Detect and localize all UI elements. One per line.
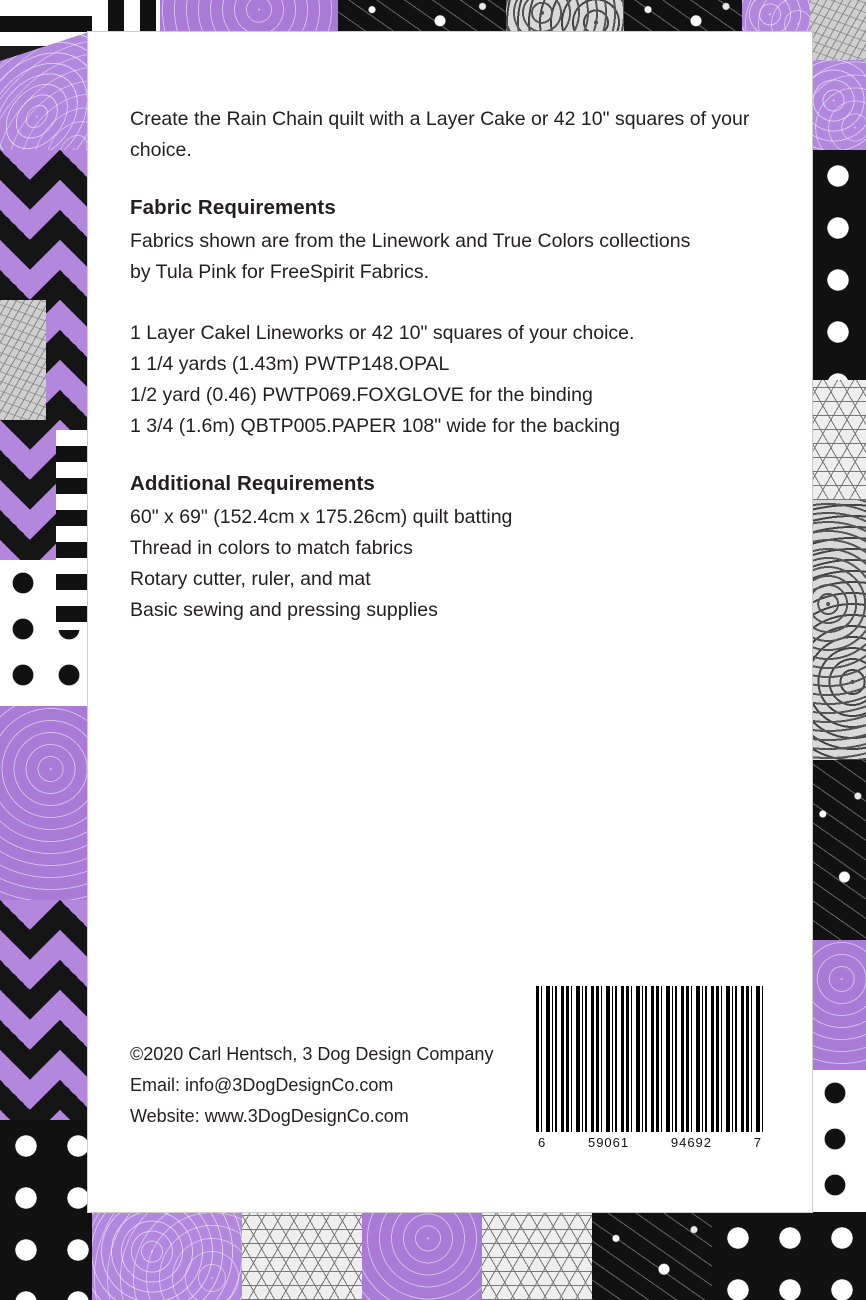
lilac-patch-bottom-a (92, 1212, 242, 1300)
additional-requirements-line-2: Thread in colors to match fabrics (130, 537, 413, 559)
copyright-line: ©2020 Carl Hentsch, 3 Dog Design Company (130, 1044, 494, 1064)
swirl-patch-top (506, 0, 626, 32)
stripe-patch-top-band (92, 0, 162, 34)
lilac-patch-top-c (742, 0, 812, 32)
fabric-requirements-line-2: by Tula Pink for FreeSpirit Fabrics. (130, 261, 430, 283)
intro-paragraph: Create the Rain Chain quilt with a Layer Cake or 42 10" squares of your choice. (130, 108, 750, 161)
barcode-image (536, 986, 764, 1132)
hex-patch-right-a (812, 380, 866, 500)
barcode-block (536, 986, 764, 1150)
barcode-digits (536, 1135, 764, 1150)
lilac-patch-bottom-b (362, 1212, 482, 1300)
lilac-patch-right-a (812, 60, 866, 150)
fabric-requirements-line-1: Fabrics shown are from the Linework and True Colors collections (130, 230, 691, 252)
dot-patch-left-b (0, 1120, 92, 1300)
website-line: Website: www.3DogDesignCo.com (130, 1106, 409, 1126)
floral-patch-right-a (812, 760, 866, 940)
section-spacer-2 (130, 442, 770, 472)
lilac-patch-top-b (160, 0, 340, 32)
hex-patch-bottom-b (482, 1212, 592, 1300)
gray-patch-left (0, 300, 46, 420)
hex-patch-bottom-a (242, 1212, 362, 1300)
stripe-patch-left (56, 430, 92, 630)
additional-requirements-line-4: Basic sewing and pressing supplies (130, 599, 438, 621)
lilac-patch-right-b (812, 940, 866, 1070)
lilac-patch-left-a (0, 706, 92, 916)
dot-patch-right-a (812, 150, 866, 380)
document-body (130, 104, 770, 626)
fabric-list-item-4: 1 3/4 (1.6m) QBTP005.PAPER 108" wide for the backing (130, 415, 620, 437)
fabric-list-item-1: 1 Layer Cakel Lineworks or 42 10" squares of your choice. (130, 322, 635, 344)
dot-patch-bottom (712, 1212, 866, 1300)
section-spacer-1 (130, 288, 770, 318)
additional-requirements-line-1: 60" x 69" (152.4cm x 175.26cm) quilt batting (130, 506, 513, 528)
barcode-group-one: 59061 (587, 1135, 630, 1150)
sawtooth-left-lower (0, 900, 92, 1150)
document-card (88, 32, 812, 1212)
additional-requirements-line-3: Rotary cutter, ruler, and mat (130, 568, 371, 590)
barcode-right-digit: 7 (753, 1135, 762, 1150)
barcode-left-digit: 6 (538, 1135, 547, 1150)
barcode-group-two: 94692 (670, 1135, 713, 1150)
swirl-patch-right (812, 500, 866, 760)
gray-patch-top-right (810, 0, 866, 60)
additional-requirements-heading: Additional Requirements (130, 472, 375, 495)
floral-patch-bottom-a (592, 1212, 712, 1300)
floral-patch-top-b (624, 0, 744, 32)
email-line: Email: info@3DogDesignCo.com (130, 1075, 394, 1095)
fabric-list-item-2: 1 1/4 yards (1.43m) PWTP148.OPAL (130, 353, 450, 375)
fabric-list-item-3: 1/2 yard (0.46) PWTP069.FOXGLOVE for the binding (130, 384, 593, 406)
fabric-requirements-heading: Fabric Requirements (130, 196, 336, 219)
floral-patch-top-a (338, 0, 508, 32)
